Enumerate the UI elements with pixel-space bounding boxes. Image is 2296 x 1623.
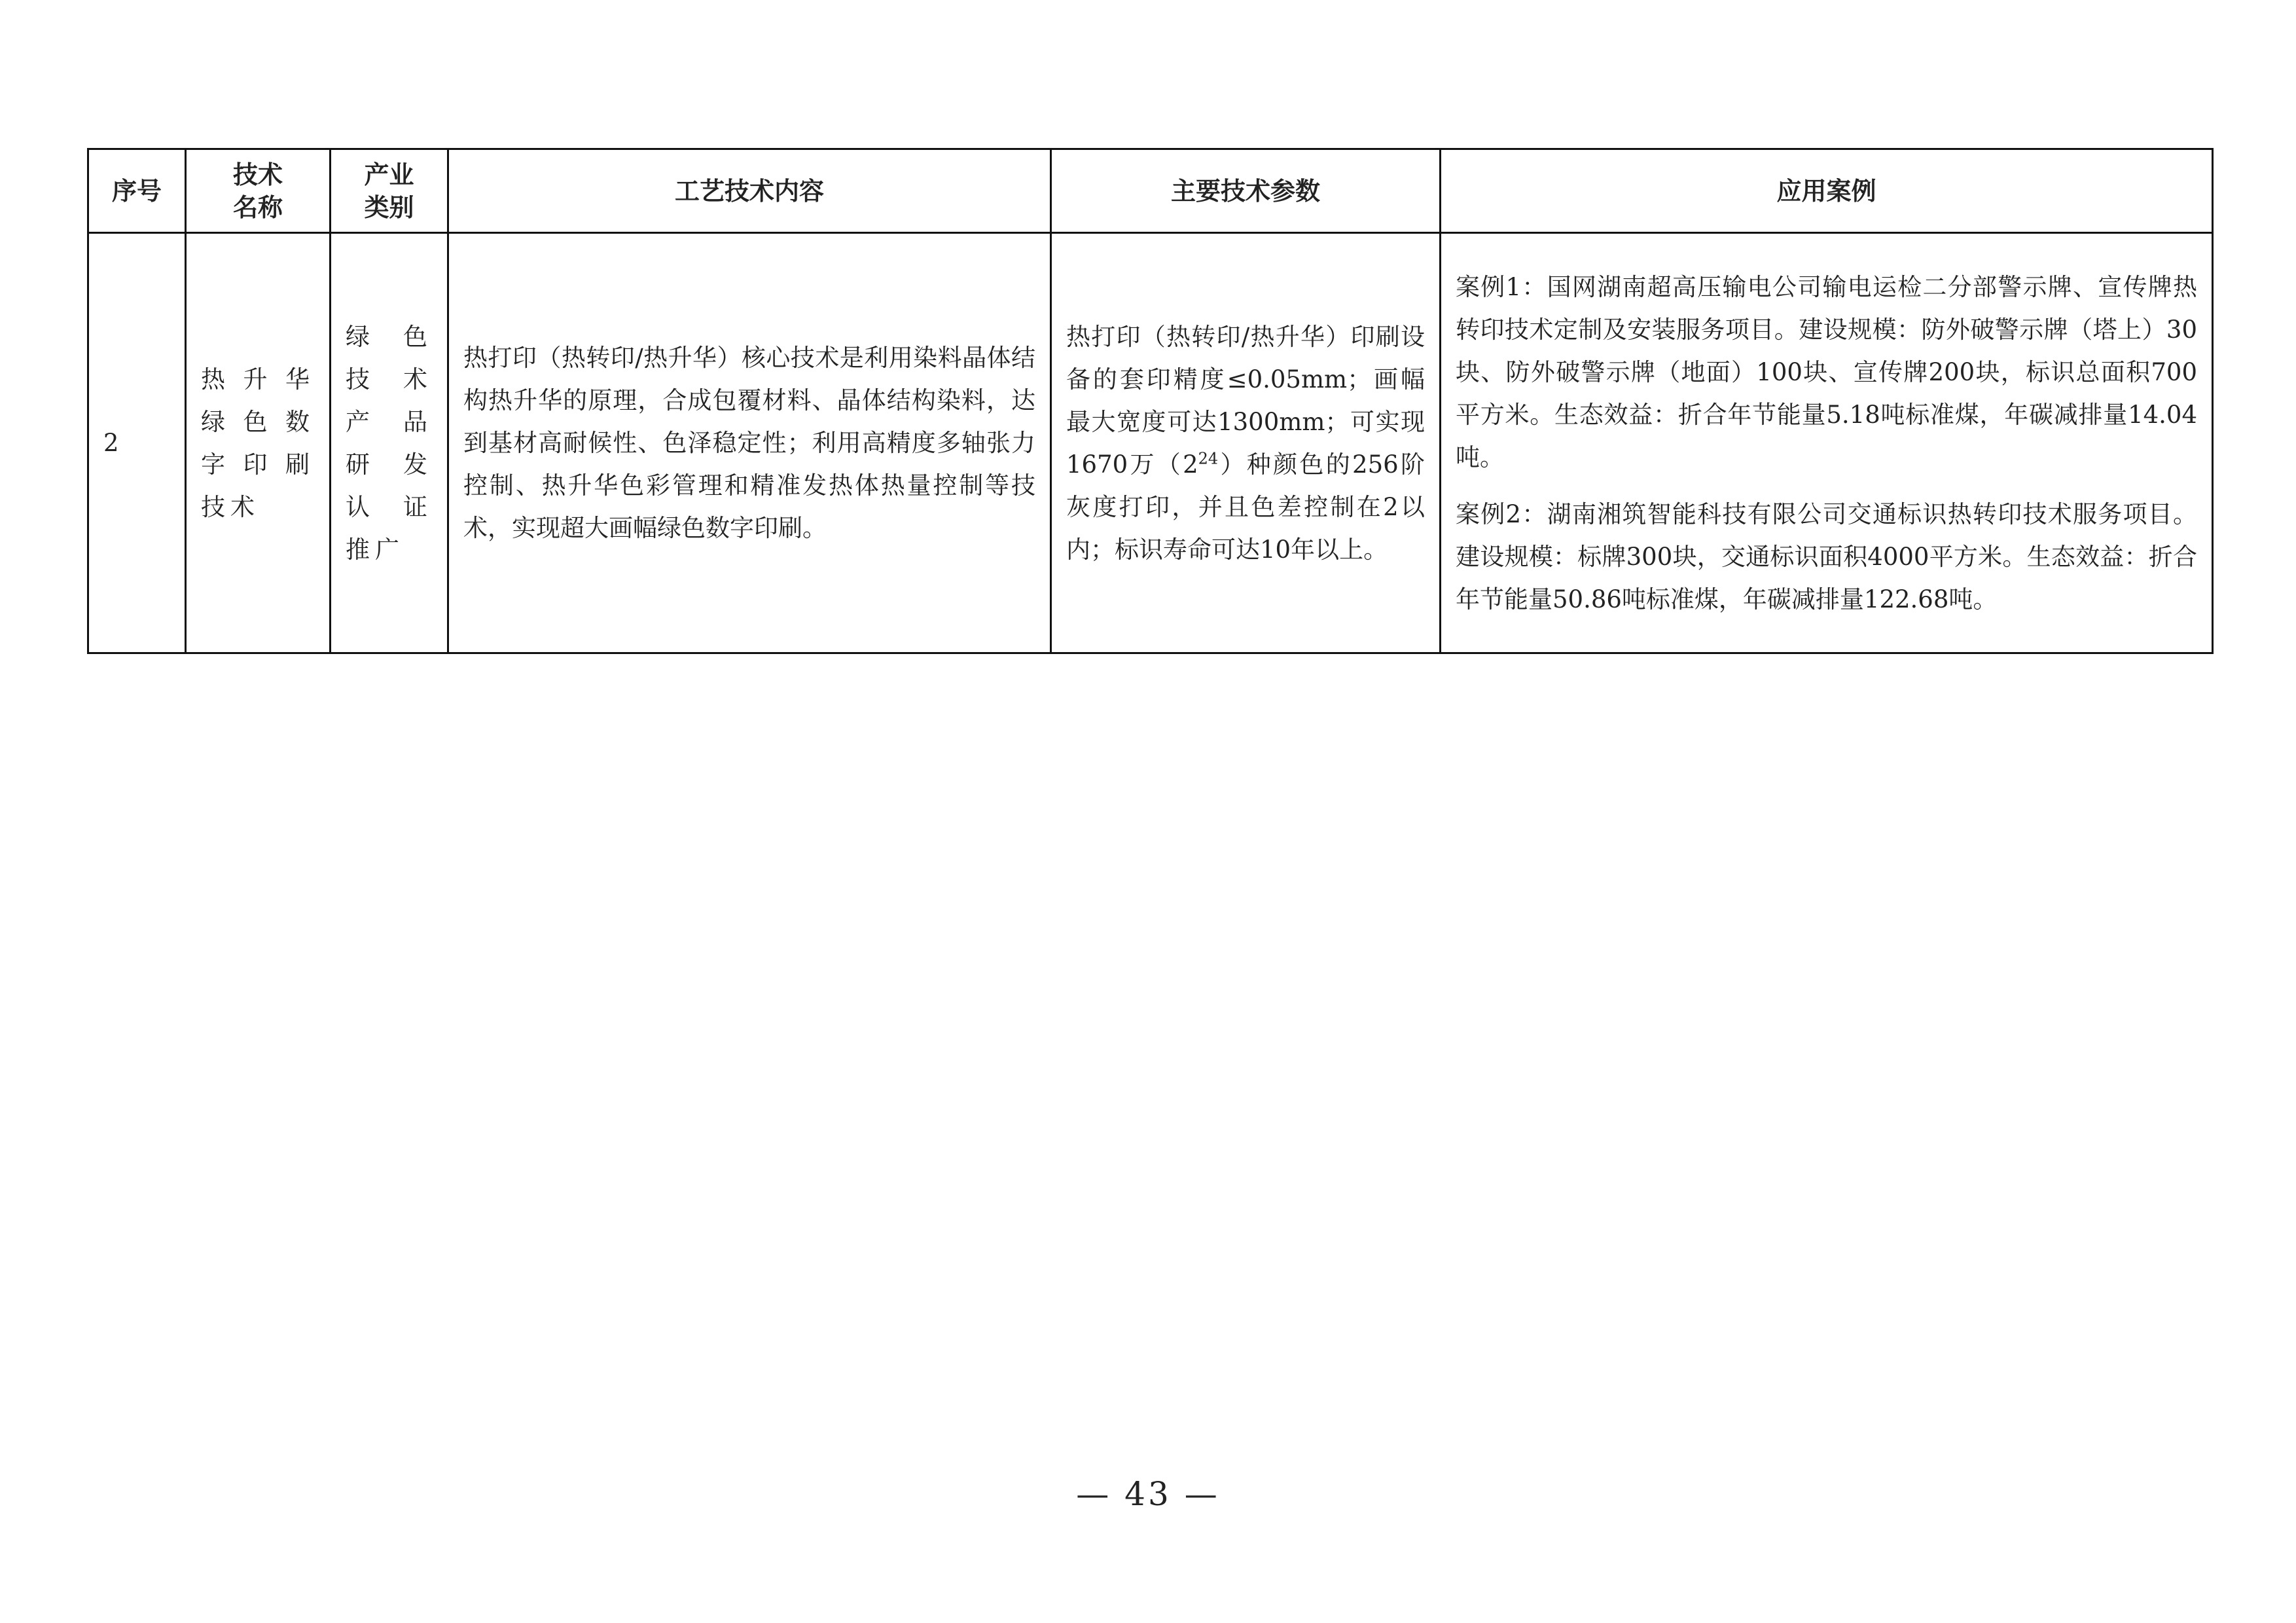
- row-process-content-cell: 热打印（热转印/热升华）核心技术是利用染料晶体结构热升华的原理，合成包覆材料、晶体结构染料，达到基材高耐候性、色泽稳定性；利用高精度多轴张力控制、热升华色彩管理和精准发热体热量控制等技术，实现超大画幅绿色数字印刷。: [448, 233, 1051, 653]
- header-technical-params: [1051, 149, 1441, 233]
- row-tech-name-cell: 热升华绿色数字印刷技术: [186, 233, 331, 653]
- header-tech-name: [186, 149, 331, 233]
- row-seq-cell: 2: [88, 233, 186, 653]
- header-industry-category-line-1: 产业: [364, 160, 414, 189]
- row-technical-params-cell: [1051, 233, 1441, 653]
- page-number: — 43 —: [1076, 1475, 1220, 1513]
- params-text-part-1: 热打印（热转印/热升华）印刷设备的套印精度≤0.05mm；画幅最大宽度可达1300mm；可实现1670万（2: [1066, 322, 1425, 479]
- table-header-row: [88, 149, 2213, 233]
- header-process-content-label: 工艺技术内容: [674, 176, 824, 206]
- row-industry-category-cell: 绿色技术产品研发认证推广: [331, 233, 448, 653]
- application-case-1: 案例1：国网湖南超高压输电公司输电运检二分部警示牌、宣传牌热转印技术定制及安装服务项目。建设规模：防外破警示牌（塔上）30块、防外破警示牌（地面）100块、宣传牌200块，标识总面积700平方米。生态效益：折合年节能量5.18吨标准煤，年碳减排量14.04吨。: [1456, 272, 2197, 471]
- header-industry-category-line-2: 类别: [364, 192, 414, 222]
- header-tech-name-line-2: 名称: [232, 192, 283, 222]
- header-application-cases-label: 应用案例: [1776, 176, 1876, 206]
- header-tech-name-line-1: 技术: [232, 160, 283, 189]
- header-technical-params-label: 主要技术参数: [1170, 176, 1320, 206]
- application-case-2: 案例2：湖南湘筑智能科技有限公司交通标识热转印技术服务项目。建设规模：标牌300块，交通标识面积4000平方米。生态效益：折合年节能量50.86吨标准煤，年碳减排量122.68吨。: [1456, 500, 2197, 613]
- header-industry-category: [331, 149, 448, 233]
- params-exponent: 24: [1198, 449, 1219, 468]
- header-seq-line-1: 序号: [111, 176, 162, 206]
- params-text-part-2: ）种颜色的256阶灰度打印，并且色差控制在2以内；标识寿命可达10年以上。: [1066, 450, 1425, 564]
- header-application-cases: [1441, 149, 2213, 233]
- technology-table: [87, 148, 2214, 654]
- table-row: [88, 233, 2213, 653]
- row-application-cases-cell: [1441, 233, 2213, 653]
- header-seq: [88, 149, 186, 233]
- header-process-content: [448, 149, 1051, 233]
